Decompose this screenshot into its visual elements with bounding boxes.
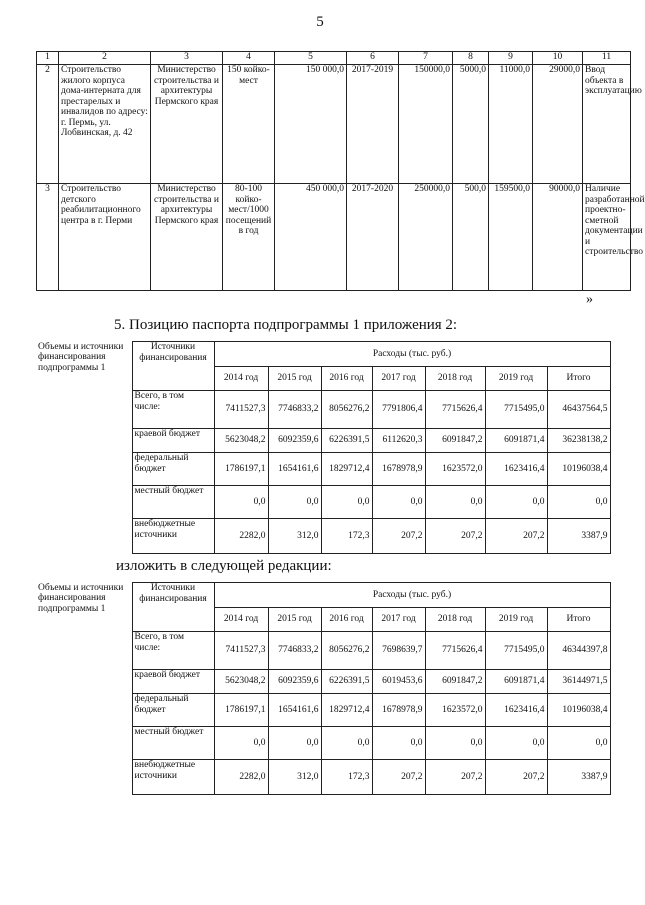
year-header: 2017 год: [372, 367, 425, 391]
header-cell: 8: [453, 52, 489, 65]
value-cell: 0,0: [268, 727, 321, 760]
total-cell: 10196038,4: [547, 694, 610, 727]
table-row: [37, 184, 631, 291]
finance-table-new: [36, 582, 611, 795]
closing-quote: »: [586, 292, 593, 307]
header-cell: 6: [347, 52, 399, 65]
header-cell: 3: [151, 52, 223, 65]
page-number: 5: [316, 14, 324, 30]
estimated-cost: 450 000,0: [275, 184, 347, 291]
value-cell: 2282,0: [214, 519, 268, 554]
value-cell: 7715626,4: [425, 632, 485, 670]
header-cell: 4: [223, 52, 275, 65]
object-name: Строительство детского реабилитационного центра в г. Перми: [59, 184, 151, 291]
finance-label: Объемы и источники финансирования подпрограммы 1: [36, 583, 132, 795]
value-cell: 207,2: [485, 519, 547, 554]
value-cell: 0,0: [485, 727, 547, 760]
new-edition-heading: изложить в следующей редакции:: [116, 558, 332, 574]
source-label: внебюджетные источники: [132, 760, 214, 795]
object-name: Строительство жилого корпуса дома-интерната для престарелых и инвалидов по адресу: г. Пермь, ул. Лобвинская, д. 42: [59, 65, 151, 184]
source-label: местный бюджет: [132, 727, 214, 760]
expected-result: Ввод объекта в эксплуатацию: [583, 65, 631, 184]
source-label: внебюджетные источники: [132, 519, 214, 554]
source-label: Всего, в том числе:: [132, 391, 214, 429]
source-label: федеральный бюджет: [132, 694, 214, 727]
row-number: 3: [37, 184, 59, 291]
value-cell: 172,3: [321, 519, 372, 554]
header-cell: 9: [489, 52, 533, 65]
header-cell: 11: [583, 52, 631, 65]
header-cell: 2: [59, 52, 151, 65]
value-cell: 6091847,2: [425, 670, 485, 694]
value-cell: 207,2: [425, 519, 485, 554]
value-cell: 1829712,4: [321, 694, 372, 727]
value-cell: 0,0: [372, 486, 425, 519]
total-cell: 36144971,5: [547, 670, 610, 694]
amendment-heading: 5. Позицию паспорта подпрограммы 1 приложения 2:: [114, 317, 458, 333]
value-cell: 6226391,5: [321, 429, 372, 453]
source-label: местный бюджет: [132, 486, 214, 519]
value-cell: 1654161,6: [268, 694, 321, 727]
table-header-row: [37, 52, 631, 65]
year-header: 2015 год: [268, 608, 321, 632]
value-cell: 6092359,6: [268, 670, 321, 694]
table-row: [37, 65, 631, 184]
value-cell: 0,0: [485, 486, 547, 519]
sources-header: Источники финансирования: [132, 342, 214, 391]
total-cell: 0,0: [547, 727, 610, 760]
total-cell: 36238138,2: [547, 429, 610, 453]
capacity: 80-100 койко-мест/1000 посещений в год: [223, 184, 275, 291]
value-cell: 6019453,6: [372, 670, 425, 694]
customer: Министерство строительства и архитектуры Пермского края: [151, 65, 223, 184]
value-cell: 5623048,2: [214, 429, 268, 453]
value-cell: 6226391,5: [321, 670, 372, 694]
value-cell: 7746833,2: [268, 632, 321, 670]
value-cell: 6112620,3: [372, 429, 425, 453]
total-cell: 3387,9: [547, 519, 610, 554]
total-header: Итого: [547, 608, 610, 632]
value-cell: 0,0: [372, 727, 425, 760]
value-cell: 11000,0: [489, 65, 533, 184]
value-cell: 8056276,2: [321, 391, 372, 429]
header-cell: 1: [37, 52, 59, 65]
value-cell: 207,2: [372, 519, 425, 554]
year-header: 2014 год: [214, 608, 268, 632]
expected-result: Наличие разработанной проектно-сметной документации и строительство: [583, 184, 631, 291]
value-cell: 312,0: [268, 519, 321, 554]
value-cell: 7715495,0: [485, 391, 547, 429]
value-cell: 8056276,2: [321, 632, 372, 670]
value-cell: 1654161,6: [268, 453, 321, 486]
value-cell: 1678978,9: [372, 694, 425, 727]
year-header: 2016 год: [321, 367, 372, 391]
value-cell: 0,0: [214, 727, 268, 760]
value-cell: 0,0: [321, 486, 372, 519]
value-cell: 90000,0: [533, 184, 583, 291]
value-cell: 207,2: [372, 760, 425, 795]
value-cell: 5000,0: [453, 65, 489, 184]
finance-label: Объемы и источники финансирования подпрограммы 1: [36, 342, 132, 554]
value-cell: 1623572,0: [425, 453, 485, 486]
estimated-cost: 150 000,0: [275, 65, 347, 184]
value-cell: 1786197,1: [214, 694, 268, 727]
period: 2017-2020: [347, 184, 399, 291]
year-header: 2015 год: [268, 367, 321, 391]
value-cell: 172,3: [321, 760, 372, 795]
expenses-header: Расходы (тыс. руб.): [214, 342, 610, 367]
value-cell: 1786197,1: [214, 453, 268, 486]
value-cell: 7411527,3: [214, 632, 268, 670]
value-cell: 1623416,4: [485, 694, 547, 727]
year-header: 2018 год: [425, 367, 485, 391]
expenses-header: Расходы (тыс. руб.): [214, 583, 610, 608]
header-cell: 5: [275, 52, 347, 65]
value-cell: 1829712,4: [321, 453, 372, 486]
value-cell: 0,0: [425, 486, 485, 519]
source-label: краевой бюджет: [132, 670, 214, 694]
year-header: 2019 год: [485, 367, 547, 391]
value-cell: 312,0: [268, 760, 321, 795]
value-cell: 207,2: [485, 760, 547, 795]
source-label: краевой бюджет: [132, 429, 214, 453]
value-cell: 2282,0: [214, 760, 268, 795]
value-cell: 6091847,2: [425, 429, 485, 453]
value-cell: 0,0: [425, 727, 485, 760]
value-cell: 7746833,2: [268, 391, 321, 429]
total-header: Итого: [547, 367, 610, 391]
value-cell: 1678978,9: [372, 453, 425, 486]
source-label: Всего, в том числе:: [132, 632, 214, 670]
value-cell: 0,0: [268, 486, 321, 519]
value-cell: 7698639,7: [372, 632, 425, 670]
value-cell: 1623416,4: [485, 453, 547, 486]
header-cell: 7: [399, 52, 453, 65]
value-cell: 1623572,0: [425, 694, 485, 727]
value-cell: 6091871,4: [485, 670, 547, 694]
value-cell: 6092359,6: [268, 429, 321, 453]
value-cell: 7715495,0: [485, 632, 547, 670]
total-cell: 46437564,5: [547, 391, 610, 429]
header-cell: 10: [533, 52, 583, 65]
year-header: 2018 год: [425, 608, 485, 632]
value-cell: 5623048,2: [214, 670, 268, 694]
finance-table-old: [36, 341, 611, 554]
year-header: 2017 год: [372, 608, 425, 632]
value-cell: 500,0: [453, 184, 489, 291]
value-cell: 0,0: [321, 727, 372, 760]
value-cell: 6091871,4: [485, 429, 547, 453]
objects-table: [36, 51, 645, 291]
year-header: 2016 год: [321, 608, 372, 632]
capacity: 150 койко-мест: [223, 65, 275, 184]
row-number: 2: [37, 65, 59, 184]
total-cell: 46344397,8: [547, 632, 610, 670]
value-cell: 7411527,3: [214, 391, 268, 429]
value-cell: 207,2: [425, 760, 485, 795]
customer: Министерство строительства и архитектуры Пермского края: [151, 184, 223, 291]
value-cell: 29000,0: [533, 65, 583, 184]
value-cell: 7791806,4: [372, 391, 425, 429]
year-header: 2014 год: [214, 367, 268, 391]
total-cell: 0,0: [547, 486, 610, 519]
value-cell: 0,0: [214, 486, 268, 519]
value-cell: 250000,0: [399, 184, 453, 291]
total-cell: 3387,9: [547, 760, 610, 795]
value-cell: 150000,0: [399, 65, 453, 184]
value-cell: 7715626,4: [425, 391, 485, 429]
year-header: 2019 год: [485, 608, 547, 632]
source-label: федеральный бюджет: [132, 453, 214, 486]
total-cell: 10196038,4: [547, 453, 610, 486]
sources-header: Источники финансирования: [132, 583, 214, 632]
value-cell: 159500,0: [489, 184, 533, 291]
period: 2017-2019: [347, 65, 399, 184]
